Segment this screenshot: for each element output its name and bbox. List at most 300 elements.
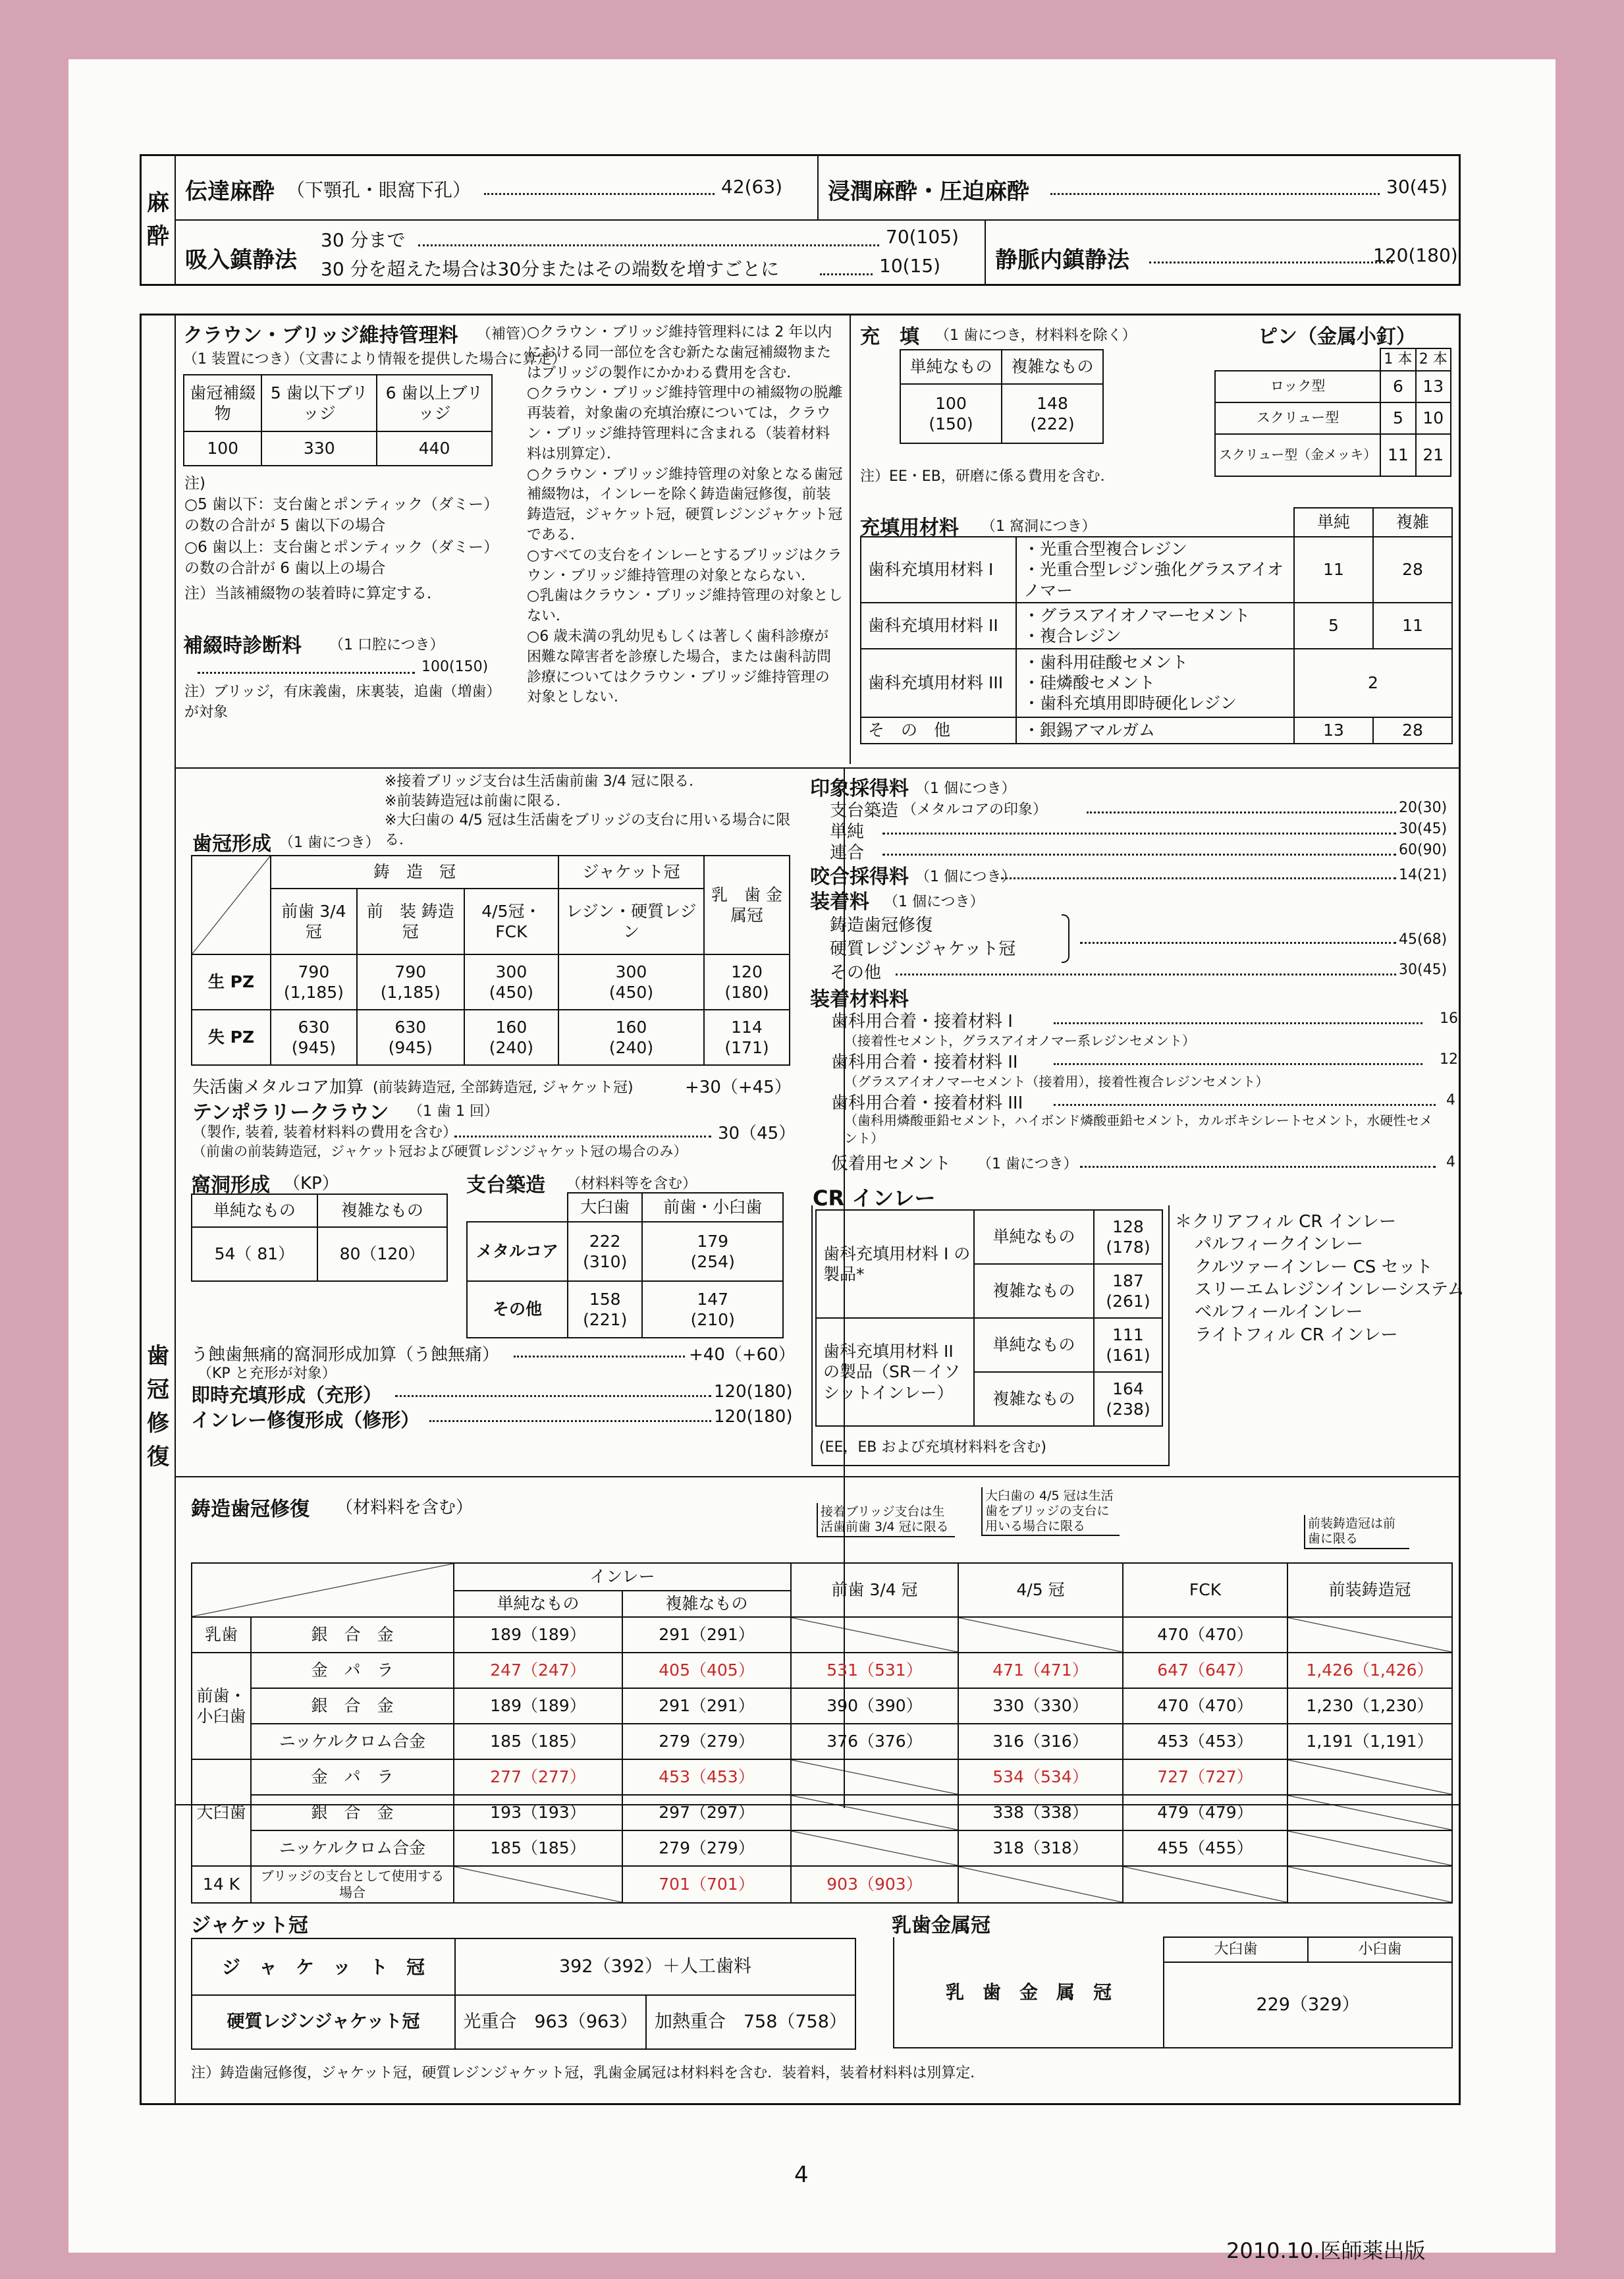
keisei-r1-v4: 114 bbox=[731, 1017, 763, 1037]
chuzo-r2-c3: 330（330） bbox=[958, 1688, 1123, 1724]
crown-bridge-title-suffix: （補管） bbox=[477, 326, 535, 343]
cr-outer-frame bbox=[811, 1205, 1170, 1466]
ushoku-sub: （KP と充形が対象） bbox=[198, 1365, 337, 1382]
shidai-header-0: 大臼歯 bbox=[568, 1193, 642, 1222]
keisei-col-0: 前歯 3/4冠 bbox=[271, 889, 357, 954]
chuzo-r6-c1: 279（279） bbox=[622, 1830, 791, 1866]
page-number: 4 bbox=[794, 2162, 809, 2188]
juten-cell-1 bbox=[1002, 384, 1103, 443]
chuzo-callout-0 bbox=[817, 1503, 955, 1537]
kyunyu-name: 吸入鎮静法 bbox=[185, 247, 297, 273]
cb-note-0: 注) bbox=[184, 475, 205, 492]
keisei-row-1-c1 bbox=[357, 1010, 464, 1065]
chuzo-r1-c2: 531（531） bbox=[791, 1653, 958, 1688]
keisei-row-0-c4 bbox=[704, 954, 790, 1010]
cb-value-1: 330 bbox=[261, 431, 377, 466]
pin-title: ピン（金属小釘） bbox=[1258, 325, 1416, 348]
chuzo-r7-c2: 903（903） bbox=[791, 1866, 958, 1903]
ushoku-text: う蝕歯無痛的窩洞形成加算（う蝕無痛） bbox=[191, 1345, 500, 1365]
jz-row-2-item-1: ・硅燐酸セメント bbox=[1023, 673, 1156, 693]
insho-r0-t: 支台築造 bbox=[830, 801, 899, 821]
kado-title: 窩洞形成 bbox=[191, 1174, 270, 1197]
pin-row-0-v0: 6 bbox=[1380, 371, 1415, 402]
chuzo-r3-c0: 185（185） bbox=[454, 1724, 622, 1759]
jz-row-0-v1: 28 bbox=[1373, 537, 1452, 603]
cr-product-0: ＊クリアフィル CR インレー bbox=[1175, 1212, 1397, 1232]
keisei-r0-v2: 300 bbox=[495, 962, 528, 981]
shidai-r0-p0: (310) bbox=[583, 1252, 628, 1271]
keisei-r0-v3: 300 bbox=[615, 962, 647, 981]
jomyaku-value: 120(180) bbox=[1373, 244, 1458, 266]
sz-r1-v: 12 bbox=[1440, 1051, 1458, 1068]
jz-row-2-item-2: ・歯科充填用即時硬化レジン bbox=[1023, 694, 1237, 713]
chuzo-h3: 4/5 冠 bbox=[958, 1563, 1123, 1617]
juten-sub: （1 歯につき，材料料を除く） bbox=[935, 327, 1137, 344]
sokuji-text: 即時充填形成（充形） bbox=[191, 1384, 383, 1406]
keisei-row-0-c1 bbox=[357, 954, 464, 1010]
jacket-v2a: 光重合 963（963） bbox=[455, 1995, 646, 2049]
keisei-row-1-c3 bbox=[558, 1010, 704, 1065]
cb-value-2: 440 bbox=[377, 431, 492, 466]
chuzo-r6-c5 bbox=[1287, 1830, 1452, 1866]
cb-header-2: 6 歯以上ブリッジ bbox=[377, 375, 492, 431]
jz-row-2-name: 歯科充填用材料 III bbox=[861, 649, 1016, 717]
keisei-row-0-c3 bbox=[558, 954, 704, 1010]
keisei-sub: （1 歯につき） bbox=[279, 835, 380, 851]
chuzo-inlay: インレー bbox=[454, 1563, 791, 1591]
chuzo-group-dai: 大臼歯 bbox=[192, 1759, 251, 1866]
kado-table bbox=[191, 1194, 448, 1282]
temporary-sub: （1 歯 1 回） bbox=[408, 1103, 499, 1120]
chuzo-h0: 単純なもの bbox=[454, 1591, 622, 1617]
chuzo-r1-m: 金 パ ラ bbox=[251, 1653, 454, 1688]
chuzo-r6-c2 bbox=[791, 1830, 958, 1866]
keisei-r1-p0: (945) bbox=[291, 1038, 337, 1057]
cr-r0-v: 128 bbox=[1112, 1217, 1144, 1236]
keisei-r0-p4: (180) bbox=[724, 983, 769, 1002]
chuzo-r3-c5: 1,191（1,191） bbox=[1287, 1724, 1452, 1759]
jacket-r1: ジ ャ ケ ッ ト 冠 bbox=[192, 1938, 455, 1995]
chuzo-r6-c4: 455（455） bbox=[1123, 1830, 1287, 1866]
shidai-r0-v0: 222 bbox=[589, 1231, 621, 1251]
kado-value-0: 54（ 81） bbox=[192, 1227, 317, 1281]
chuzo-r5-c2 bbox=[791, 1795, 958, 1830]
chuzo-r2-c4: 470（470） bbox=[1123, 1688, 1287, 1724]
chuzo-r6-c0: 185（185） bbox=[454, 1830, 622, 1866]
chuzo-title: 鋳造歯冠修復 bbox=[191, 1498, 310, 1521]
keisei-nyushi: 乳 歯 金属冠 bbox=[704, 856, 790, 954]
chuzo-callout-1-text: 大臼歯の 4/5 冠は生活歯をブリッジの支台に用いる場合に限る bbox=[985, 1489, 1114, 1533]
keisei-row-1-c2 bbox=[464, 1010, 558, 1065]
temporary-l2: （前歯の前装鋳造冠，ジャケット冠および硬質レジンジャケット冠の場合のみ） bbox=[192, 1143, 688, 1159]
insho-r2-t: 連合 bbox=[830, 843, 865, 863]
jz-row-3-item-0: ・銀錫アマルガム bbox=[1016, 717, 1294, 744]
sochaku-brace bbox=[1062, 914, 1069, 963]
chuzo-r4-m: 金 パ ラ bbox=[251, 1759, 454, 1795]
cb-note-2: ○6 歯以上：支台歯とポンティック（ダミー）の数の合計が 6 歯以上の場合 bbox=[184, 538, 499, 577]
sz-r0-d: （接着性セメント，グラスアイオノマー系レジンセメント） bbox=[844, 1033, 1195, 1049]
jomyaku-name: 静脈内鎮静法 bbox=[995, 247, 1129, 273]
chuzo-r5-m: 銀 合 金 bbox=[251, 1795, 454, 1830]
cr-group-0: 歯科充填用材料 I の製品* bbox=[816, 1210, 974, 1318]
insho-r0-v: 20(30) bbox=[1399, 800, 1448, 816]
chuzo-r3-c1: 279（279） bbox=[622, 1724, 791, 1759]
sz-r0-v: 16 bbox=[1440, 1010, 1458, 1027]
sochaku-r2: 硬質レジンジャケット冠 bbox=[830, 939, 1016, 959]
pin-header-1: 2 本 bbox=[1416, 348, 1451, 371]
nyushi-kinzoku-h0: 大臼歯 bbox=[1164, 1937, 1308, 1962]
chuzo-r0-c5 bbox=[1287, 1617, 1452, 1653]
chuzo-r2-m: 銀 合 金 bbox=[251, 1688, 454, 1724]
sochaku-title: 装着料 bbox=[810, 891, 869, 914]
jz-row-1-item-1: ・複合レジン bbox=[1023, 626, 1122, 645]
keisei-row-1-c0 bbox=[271, 1010, 357, 1065]
publisher: 2010.10.医師薬出版 bbox=[1226, 2238, 1426, 2263]
chuzo-r3-c2: 376（376） bbox=[791, 1724, 958, 1759]
cr-r2-t: 単純なもの bbox=[974, 1318, 1094, 1372]
mid-note-2: ○クラウン・ブリッジ維持管理の対象となる歯冠補綴物は，インレーを除く鋳造歯冠修復，前装鋳造冠，ジャケット冠，硬質レジンジャケット冠である． bbox=[527, 466, 843, 543]
juten-header-0: 単純なもの bbox=[900, 350, 1002, 384]
chuzo-r7-c3 bbox=[958, 1866, 1123, 1903]
kyunyu-line2: 30 分を超えた場合は30分またはその端数を増すごとに bbox=[321, 258, 780, 280]
cr-note: (EE，EB および充填材料料を含む) bbox=[819, 1439, 1046, 1456]
keisei-note-1: ※前装鋳造冠は前歯に限る． bbox=[385, 792, 571, 810]
cb-note-3: 注）当該補綴物の装着時に算定する． bbox=[184, 584, 442, 602]
sz-r2-d: （歯科用燐酸亜鉛セメント，ハイボンド燐酸亜鉛セメント，カルボキシレートセメント，水硬性セメント） bbox=[844, 1112, 1433, 1146]
mid-note-1: ○クラウン・ブリッジ維持管理中の補綴物の脱離再装着，対象歯の充填治療については，クラウン・ブリッジ維持管理料に含まれる（装着材料料は別算定）． bbox=[527, 385, 843, 462]
sz-r1-d: （グラスアイオノマーセメント（接着用），接着性複合レジンセメント） bbox=[844, 1074, 1269, 1089]
juten-note: 注）EE・EB，研磨に係る費用を含む． bbox=[860, 468, 1115, 485]
cr-r1-t: 複雑なもの bbox=[974, 1264, 1094, 1318]
keisei-r0-p0: (1,185) bbox=[283, 983, 344, 1002]
cr-product-1: パルフィークインレー bbox=[1195, 1234, 1363, 1255]
cr-product-4: ベルフィールインレー bbox=[1195, 1302, 1363, 1323]
sz-r2-v: 4 bbox=[1446, 1092, 1455, 1109]
keisei-group1: 鋳 造 冠 bbox=[271, 856, 558, 889]
keisei-r1-v3: 160 bbox=[615, 1017, 647, 1037]
nyushi-kinzoku-r: 乳 歯 金 属 冠 bbox=[894, 1937, 1164, 2048]
keisei-r0-v4: 120 bbox=[731, 962, 763, 981]
keisei-note-0: ※接着ブリッジ支台は生活歯前歯 3/4 冠に限る． bbox=[385, 773, 704, 790]
cr-products bbox=[1175, 1211, 1465, 1346]
jz-row-0-item-1: ・光重合型レジン強化グラスアイオノマー bbox=[1023, 560, 1284, 600]
pin-row-1-v1: 10 bbox=[1416, 402, 1451, 434]
chuzo-r0-c4: 470（470） bbox=[1123, 1617, 1287, 1653]
keisei-r0-p3: (450) bbox=[609, 983, 654, 1002]
chuzo-r2-c1: 291（291） bbox=[622, 1688, 791, 1724]
chuzo-r0-c2 bbox=[791, 1617, 958, 1653]
chuzo-r5-c4: 479（479） bbox=[1123, 1795, 1287, 1830]
temporary-value: 30（45） bbox=[718, 1124, 796, 1143]
cb-header-1: 5 歯以下ブリッジ bbox=[261, 375, 377, 431]
kari-s: （1 歯につき） bbox=[977, 1156, 1078, 1172]
shidai-header-1: 前歯・小臼歯 bbox=[642, 1193, 783, 1222]
chuzo-group-nyushi: 乳歯 bbox=[192, 1617, 251, 1653]
dentatsu-note: （下顎孔・眼窩下孔） bbox=[286, 179, 472, 201]
cr-r3-t: 複雑なもの bbox=[974, 1372, 1094, 1426]
juten-value2-1: (222) bbox=[1030, 414, 1075, 433]
shidai-r1-v1: 147 bbox=[697, 1289, 729, 1309]
keisei-row-1-c4 bbox=[704, 1010, 790, 1065]
temporary-title: テンポラリークラウン bbox=[192, 1101, 389, 1124]
chuzo-r3-c3: 316（316） bbox=[958, 1724, 1123, 1759]
jz-row-1-name: 歯科充填用材料 II bbox=[861, 603, 1016, 649]
keisei-r0-p2: (450) bbox=[489, 983, 533, 1002]
insho-sub: （1 個につき） bbox=[915, 781, 1016, 797]
nyushi-kinzoku-table bbox=[893, 1936, 1453, 2048]
pin-row-2-v0: 11 bbox=[1380, 434, 1415, 476]
jz-row-2-v0: 2 bbox=[1294, 649, 1452, 717]
kogo-sub: （1 個につき） bbox=[915, 869, 1016, 885]
cb-value-0: 100 bbox=[184, 431, 261, 466]
pin-row-1-name: スクリュー型 bbox=[1215, 402, 1380, 434]
keisei-col-3: レジン・硬質レジン bbox=[558, 889, 704, 954]
jz-row-3-v1: 28 bbox=[1373, 717, 1452, 744]
anesthesia-section bbox=[140, 154, 1461, 286]
crown-bridge-notes bbox=[184, 473, 514, 604]
insho-r1-v: 30(45) bbox=[1399, 821, 1448, 837]
keisei-r1-v0: 630 bbox=[298, 1017, 330, 1037]
keisei-r1-p1: (945) bbox=[388, 1038, 433, 1057]
jz-row-0-v0: 11 bbox=[1294, 537, 1373, 603]
chuzo-r0-m: 銀 合 金 bbox=[251, 1617, 454, 1653]
pin-table bbox=[1214, 348, 1451, 477]
kado-sub: （KP） bbox=[283, 1174, 339, 1194]
shidai-row-0-name: メタルコア bbox=[467, 1222, 568, 1281]
juten-value-1: 148 bbox=[1037, 393, 1068, 413]
shinjun-name: 浸潤麻酔・圧迫麻酔 bbox=[828, 178, 1029, 205]
shidai-r1-v0: 158 bbox=[589, 1289, 621, 1309]
jz-row-0-items bbox=[1016, 537, 1294, 603]
crown-bridge-sub: （1 装置につき）（文書により情報を提供した場合に算定） bbox=[183, 351, 566, 368]
insho-r2-v: 60(90) bbox=[1399, 842, 1448, 858]
keisei-notes-top bbox=[385, 772, 806, 850]
keisei-row-1-name: 失 PZ bbox=[192, 1010, 271, 1065]
chuzo-sub: （材料料を含む） bbox=[336, 1498, 474, 1518]
keisei-title: 歯冠形成 bbox=[192, 833, 271, 856]
shikkatsu-paren: (前装鋳造冠, 全部鋳造冠, ジャケット冠) bbox=[373, 1080, 634, 1096]
cr-r0-p: (178) bbox=[1106, 1238, 1150, 1257]
cr-product-2: クルツァーインレー CS セット bbox=[1195, 1257, 1433, 1277]
keisei-r1-p3: (240) bbox=[609, 1038, 654, 1057]
chuzo-r4-c4: 727（727） bbox=[1123, 1759, 1287, 1795]
chuzo-r7-c1: 701（701） bbox=[622, 1866, 791, 1903]
chuzo-r0-c3 bbox=[958, 1617, 1123, 1653]
shidai-sub: （材料料等を含む） bbox=[566, 1176, 697, 1192]
mid-note-4: ○乳歯はクラウン・ブリッジ維持管理の対象としない． bbox=[527, 588, 843, 625]
jz-header-1: 複雑 bbox=[1373, 508, 1452, 537]
chuzo-r5-c3: 338（338） bbox=[958, 1795, 1123, 1830]
chuzo-r6-c3: 318（318） bbox=[958, 1830, 1123, 1866]
juten-zairyo-title: 充填用材料 bbox=[860, 516, 959, 539]
jz-row-1-item-0: ・グラスアイオノマーセメント bbox=[1023, 605, 1251, 625]
sochaku-r3: その他 bbox=[830, 963, 882, 983]
shinjun-value: 30(45) bbox=[1386, 176, 1448, 198]
cr-r1-v: 187 bbox=[1112, 1271, 1144, 1290]
shidai-title: 支台築造 bbox=[466, 1174, 545, 1197]
chuzo-r7-m: ブリッジの支台として使用する場合 bbox=[251, 1866, 454, 1903]
kari-v: 4 bbox=[1446, 1154, 1455, 1170]
kyunyu-value2: 10(15) bbox=[879, 255, 941, 277]
mid-note-5: ○6 歳未満の乳幼児もしくは著しく歯科診療が困難な障害者を診療した場合，または歯科訪問診療についてはクラウン・ブリッジ維持管理の対象としない． bbox=[527, 628, 832, 706]
jz-row-3-v0: 13 bbox=[1294, 717, 1373, 744]
cr-r2-p: (161) bbox=[1106, 1346, 1150, 1365]
juten-header-1: 複雑なもの bbox=[1002, 350, 1103, 384]
chuzo-callout-0-text: 接着ブリッジ支台は生活歯前歯 3/4 冠に限る bbox=[821, 1504, 949, 1534]
sz-r1-t: 歯科用合着・接着材料 II bbox=[831, 1053, 1018, 1072]
kyunyu-line1: 30 分まで bbox=[321, 229, 406, 251]
shikkatsu-value: +30（+45） bbox=[685, 1078, 792, 1097]
mid-note-0: ○クラウン・ブリッジ維持管理料には 2 年以内における同一部位を含む新たな歯冠補綴物またはブリッジの製作にかかわる費用を含む． bbox=[527, 324, 832, 381]
chuzo-group-zen: 前歯・小臼歯 bbox=[192, 1653, 251, 1759]
chuzo-r2-c5: 1,230（1,230） bbox=[1287, 1688, 1452, 1724]
kado-header-0: 単純なもの bbox=[192, 1194, 317, 1227]
jz-row-3-name: そ の 他 bbox=[861, 717, 1016, 744]
shidai-table bbox=[466, 1192, 784, 1338]
crown-bridge-table bbox=[183, 374, 493, 466]
shidai-r1-c1 bbox=[642, 1281, 783, 1338]
chuzo-h2: 前歯 3/4 冠 bbox=[791, 1563, 958, 1617]
shidai-r0-p1: (254) bbox=[690, 1252, 735, 1271]
sochaku-v3: 30(45) bbox=[1399, 962, 1448, 978]
mid-note-3: ○すべての支台をインレーとするブリッジはクラウン・ブリッジ維持管理の対象とならない． bbox=[527, 547, 842, 584]
jacket-title: ジャケット冠 bbox=[191, 1914, 308, 1937]
chuzo-h5: 前装鋳造冠 bbox=[1287, 1563, 1452, 1617]
jacket-v2b: 加熱重合 758（758） bbox=[646, 1995, 855, 2049]
shidai-row-1-name: その他 bbox=[467, 1281, 568, 1338]
chuzo-r7-c4 bbox=[1123, 1866, 1287, 1903]
keisei-col-2: 4/5冠・FCK bbox=[464, 889, 558, 954]
chuzo-r4-c2 bbox=[791, 1759, 958, 1795]
cb-note-1: ○5 歯以下：支台歯とポンティック（ダミー）の数の合計が 5 歯以下の場合 bbox=[184, 496, 499, 535]
cr-r2-v: 111 bbox=[1112, 1325, 1144, 1344]
jz-row-0-item-0: ・光重合型複合レジン bbox=[1023, 539, 1187, 559]
chuzo-r3-c4: 453（453） bbox=[1123, 1724, 1287, 1759]
chuzo-r5-c1: 297（297） bbox=[622, 1795, 791, 1830]
chuzo-group-k14: 14 K bbox=[192, 1866, 251, 1903]
dentatsu-name: 伝達麻酔 bbox=[185, 178, 275, 205]
shidai-r1-p1: (210) bbox=[690, 1310, 735, 1329]
keisei-note-2: ※大臼歯の 4/5 冠は生活歯をブリッジの支台に用いる場合に限る． bbox=[385, 812, 791, 849]
temporary-l1: （製作, 装着, 装着材料料の費用を含む） bbox=[192, 1124, 457, 1141]
chuzo-r2-c2: 390（390） bbox=[791, 1688, 958, 1724]
ushoku-value: +40（+60） bbox=[689, 1345, 796, 1365]
jz-row-1-v1: 11 bbox=[1373, 603, 1452, 649]
dentatsu-value: 42(63) bbox=[721, 176, 783, 198]
chuzo-r0-c0: 189（189） bbox=[454, 1617, 622, 1653]
chuzo-r5-c5 bbox=[1287, 1795, 1452, 1830]
nyushi-kinzoku-title: 乳歯金属冠 bbox=[892, 1914, 990, 1937]
chuzo-r4-c0: 277（277） bbox=[454, 1759, 622, 1795]
shidai-r0-c1 bbox=[642, 1222, 783, 1281]
crown-bridge-middle-notes bbox=[527, 323, 843, 708]
chuzo-r6-m: ニッケルクロム合金 bbox=[251, 1830, 454, 1866]
juten-zairyo-sub: （1 窩洞につき） bbox=[981, 518, 1096, 535]
chuzo-h1: 複雑なもの bbox=[622, 1591, 791, 1617]
sz-r2-t: 歯科用合着・接着材料 III bbox=[831, 1093, 1023, 1113]
chuzo-r7-c5 bbox=[1287, 1866, 1452, 1903]
keisei-r1-v2: 160 bbox=[495, 1017, 528, 1037]
jacket-table bbox=[191, 1938, 856, 2050]
pin-row-0-name: ロック型 bbox=[1215, 371, 1380, 402]
pin-row-1-v0: 5 bbox=[1380, 402, 1415, 434]
chuzo-callout-1 bbox=[981, 1487, 1120, 1536]
juten-title: 充 填 bbox=[860, 325, 919, 348]
shidai-r1-c0 bbox=[568, 1281, 642, 1338]
sochaku-r1: 鋳造歯冠修復 bbox=[830, 916, 933, 935]
chuzo-r1-c5: 1,426（1,426） bbox=[1287, 1653, 1452, 1688]
hotetsu-shindan-note: 注）ブリッジ，有床義歯，床裏装，追歯（増歯）が対象 bbox=[184, 684, 501, 721]
chuzo-r1-c4: 647（647） bbox=[1123, 1653, 1287, 1688]
sochaku-zairyo-title: 装着材料料 bbox=[810, 988, 909, 1011]
pin-row-2-name: スクリュー型（金メッキ） bbox=[1215, 434, 1380, 476]
cr-r1-p: (261) bbox=[1106, 1292, 1150, 1311]
keisei-row-0-c0 bbox=[271, 954, 357, 1010]
keisei-r1-p4: (171) bbox=[724, 1038, 769, 1057]
cr-title: CR インレー bbox=[813, 1186, 936, 1211]
insho-r1-t: 単純 bbox=[830, 822, 865, 842]
crown-bridge-title: クラウン・ブリッジ維持管理料 bbox=[183, 324, 458, 347]
kado-header-1: 複雑なもの bbox=[317, 1194, 447, 1227]
keisei-group2: ジャケット冠 bbox=[558, 856, 704, 889]
chuzo-r2-c0: 189（189） bbox=[454, 1688, 622, 1724]
sokuji-value: 120(180) bbox=[714, 1382, 793, 1402]
keisei-row-0-name: 生 PZ bbox=[192, 954, 271, 1010]
pin-row-2-v1: 21 bbox=[1416, 434, 1451, 476]
pin-header-0: 1 本 bbox=[1380, 348, 1415, 371]
chuzo-r4-c5 bbox=[1287, 1759, 1452, 1795]
hotetsu-shindan-title: 補綴時診断料 bbox=[183, 634, 302, 657]
cr-product-5: ライトフィル CR インレー bbox=[1195, 1325, 1398, 1345]
cr-group-2: 歯科充填用材料 II の製品（SR－イソシットインレー） bbox=[816, 1318, 974, 1426]
shidai-r0-c0 bbox=[568, 1222, 642, 1281]
inlay-keisei-text: インレー修復形成（修形） bbox=[191, 1409, 420, 1431]
juten-value-0: 100 bbox=[935, 393, 967, 413]
chuzo-r3-m: ニッケルクロム合金 bbox=[251, 1724, 454, 1759]
jacket-v1: 392（392）＋人工歯料 bbox=[455, 1938, 855, 1995]
chuzo-r4-c3: 534（534） bbox=[958, 1759, 1123, 1795]
cr-r3-v: 164 bbox=[1112, 1379, 1144, 1398]
chuzo-r5-c0: 193（193） bbox=[454, 1795, 622, 1830]
kogo-title: 咬合採得料 bbox=[810, 865, 909, 889]
keisei-table bbox=[191, 855, 790, 1066]
anesthesia-label: 麻 酔 bbox=[142, 156, 176, 284]
pin-row-0-v1: 13 bbox=[1416, 371, 1451, 402]
jz-row-0-name: 歯科充填用材料 I bbox=[861, 537, 1016, 603]
chuzo-callout-2-text: 前装鋳造冠は前歯に限る bbox=[1308, 1516, 1396, 1546]
jz-row-1-v0: 5 bbox=[1294, 603, 1373, 649]
keisei-r1-p2: (240) bbox=[489, 1038, 533, 1057]
keisei-r0-v0: 790 bbox=[298, 962, 330, 981]
inlay-keisei-value: 120(180) bbox=[714, 1407, 793, 1427]
juten-zairyo-table bbox=[860, 507, 1453, 744]
cr-r0-t: 単純なもの bbox=[974, 1210, 1094, 1264]
juten-value2-0: (150) bbox=[929, 414, 973, 433]
kari-t: 仮着用セメント bbox=[831, 1154, 952, 1174]
cb-header-0: 歯冠補綴物 bbox=[184, 375, 261, 431]
kyunyu-value1: 70(105) bbox=[886, 226, 959, 248]
cr-r3-p: (238) bbox=[1106, 1400, 1150, 1419]
chuzo-h4: FCK bbox=[1123, 1563, 1287, 1617]
nyushi-kinzoku-v: 229（329） bbox=[1164, 1962, 1452, 2048]
footer-note: 注）鋳造歯冠修復，ジャケット冠，硬質レジンジャケット冠，乳歯金属冠は材料料を含む．装着料，装着材料料は別算定． bbox=[191, 2065, 985, 2081]
chuzo-r0-c1: 291（291） bbox=[622, 1617, 791, 1653]
juten-cell-0 bbox=[900, 384, 1002, 443]
shikkatsu-text: 失活歯メタルコア加算 bbox=[192, 1078, 364, 1097]
crown-restoration-label: 歯 冠 修 復 bbox=[142, 316, 176, 2103]
hotetsu-shindan-sub: （1 口腔につき） bbox=[329, 637, 445, 653]
chuzo-r7-c0 bbox=[454, 1866, 622, 1903]
